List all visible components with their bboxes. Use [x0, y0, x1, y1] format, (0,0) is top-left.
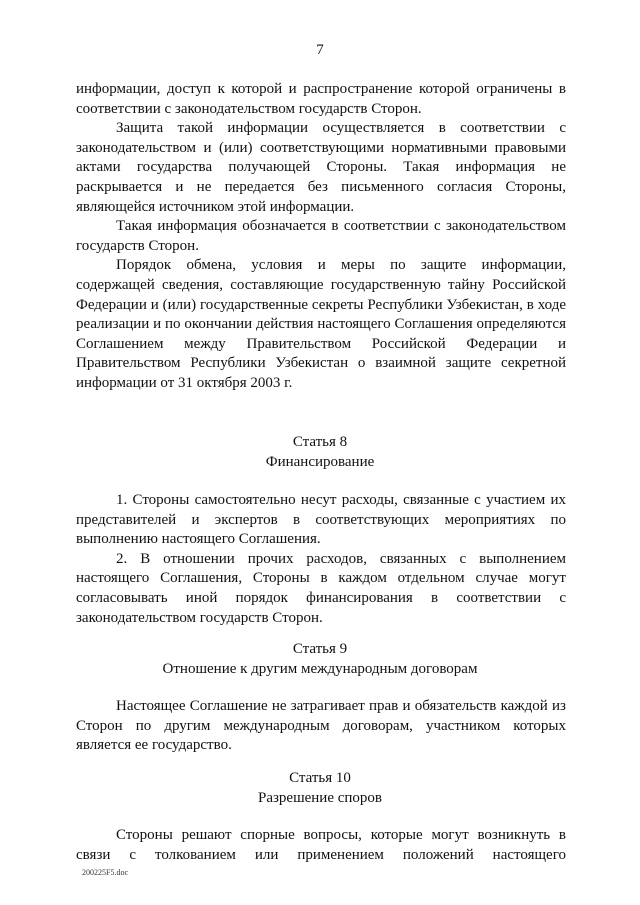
article-10-body [76, 826, 566, 865]
paragraph-protection: Защита такой информации осуществляется в соответствии с законодательством и (или) соответствующими нормативными правовыми актами государства получающей Стороны. Такая информация не раскрывается и не передается без письменного согласия Стороны, являющейся источником этой информации. [76, 120, 566, 215]
article-9-title: Отношение к другим международным договорам [162, 661, 478, 677]
paragraph-exchange-order: Порядок обмена, условия и меры по защите информации, содержащей сведения, составляющие государственную тайну Российской Федерации и (или) государственные секреты Республики Узбекистан, в ходе реализации и по окончании действия настоящего Соглашения определяются Соглашением между Правительством Российской Федерации и Правительством Республики Узбекистан о взаимной защите секретной информации от 31 октября 2003 г. [76, 257, 566, 391]
body-text-block-1 [76, 80, 566, 394]
article-9-number: Статья 9 [292, 641, 348, 657]
article-8-title: Финансирование [265, 454, 375, 470]
article-8-paragraph-2: 2. В отношении прочих расходов, связанных с выполнением настоящего Соглашения, Стороны в каждом отдельном случае могут согласовывать иной порядок финансирования в соответствии с законодательством государств Сторон. [76, 550, 566, 626]
article-10-paragraph-1: Стороны решают спорные вопросы, которые могут возникнуть в связи с толкованием или применением положений настоящего [76, 827, 566, 863]
file-name-footer: 200225F5.doc [82, 868, 128, 877]
article-8-number: Статья 8 [292, 434, 348, 450]
page-number: 7 [316, 42, 324, 58]
article-8-body [76, 491, 566, 628]
article-9-paragraph-1: Настоящее Соглашение не затрагивает прав и обязательств каждой из Сторон по другим международным договорам, участником которых является ее государство. [76, 698, 566, 754]
article-8-paragraph-1: 1. Стороны самостоятельно несут расходы, связанные с участием их представителей и экспертов в соответствующих мероприятиях по выполнению настоящего Соглашения. [76, 492, 566, 548]
article-10-number: Статья 10 [289, 770, 351, 786]
article-9-body [76, 697, 566, 756]
paragraph-continuation: информации, доступ к которой и распространение которой ограничены в соответствии с законодательством государств Сторон. [76, 81, 566, 117]
paragraph-designation: Такая информация обозначается в соответствии с законодательством государств Сторон. [76, 218, 566, 254]
article-10-title: Разрешение споров [257, 790, 383, 806]
